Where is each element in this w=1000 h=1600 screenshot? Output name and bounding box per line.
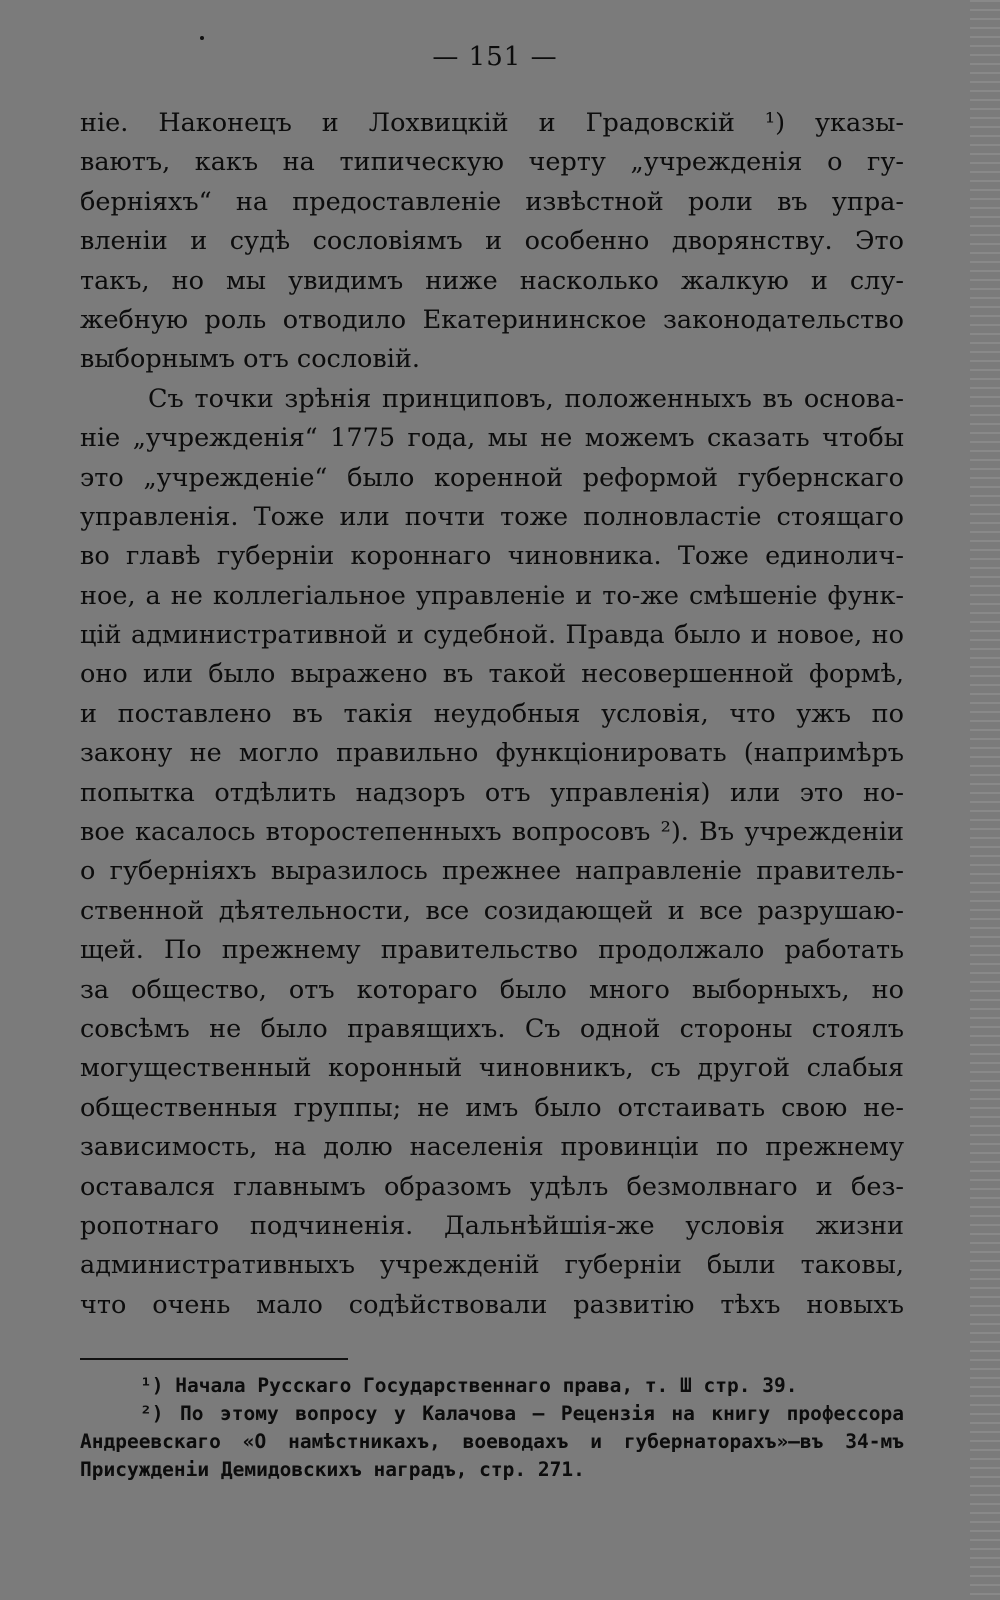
- text-line: цій административной и судебной. Правда было и новое, но: [80, 620, 904, 651]
- text-line: управленія. Тоже или почти тоже полновластіе стоящаго: [80, 501, 904, 532]
- text-line: за общество, отъ котораго было много выборныхъ, но: [80, 974, 904, 1005]
- text-line: зависимость, на долю населенія провинціи по прежнему: [80, 1132, 904, 1163]
- text-line: ственной дѣятельности, все созидающей и все разрушаю-: [80, 895, 904, 926]
- footnotes: [80, 1372, 904, 1484]
- text-line: ніе „учрежденія“ 1775 года, мы не можемъ сказать чтобы: [80, 423, 904, 454]
- text-line: и поставлено въ такія неудобныя условія, что ужъ по: [80, 698, 904, 729]
- text-line: закону не могло правильно функціонировать (напримѣръ: [80, 738, 904, 769]
- text-line: выборнымъ отъ сословій.: [80, 344, 421, 375]
- text-line: ропотнаго подчиненія. Дальнѣйшія-же условія жизни: [80, 1210, 904, 1241]
- footnote-2-continued: Присужденіи Демидовскихъ наградъ, стр. 271.: [80, 1458, 585, 1481]
- text-line: это „учрежденіе“ было коренной реформой губернскаго: [80, 462, 904, 493]
- ink-speck: [200, 36, 204, 40]
- text-line: жебную роль отводило Екатерининское законодательство: [80, 304, 904, 335]
- text-line: попытка отдѣлить надзоръ отъ управленія) или это но-: [80, 777, 904, 808]
- text-line: щей. По прежнему правительство продолжало работать: [80, 935, 904, 966]
- text-line: оставался главнымъ образомъ удѣлъ безмолвнаго и без-: [80, 1171, 904, 1202]
- paragraph-start-line: Съ точки зрѣнія принциповъ, положенныхъ въ основа-: [148, 383, 904, 414]
- text-line: ваютъ, какъ на типическую черту „учрежденія о гу-: [80, 147, 904, 178]
- footnote-divider: [80, 1358, 348, 1360]
- text-line: что очень мало содѣйствовали развитію тѣхъ новыхъ: [80, 1289, 904, 1320]
- text-line: общественныя группы; не имъ было отстаивать свою не-: [80, 1092, 904, 1123]
- text-line: оно или было выражено въ такой несовершенной формѣ,: [80, 659, 904, 690]
- footnote-1: ¹) Начала Русскаго Государственнаго права, т. Ш стр. 39.: [140, 1374, 798, 1397]
- footnote-2-continued: Андреевскаго «О намѣстникахъ, воеводахъ и губернаторахъ»—въ 34-мъ: [80, 1430, 904, 1453]
- text-line: во главѣ губерніи короннаго чиновника. Тоже единолич-: [80, 541, 904, 572]
- text-line: ніе. Наконецъ и Лохвицкій и Градовскій ¹) указы-: [80, 108, 904, 138]
- footnote-2: ²) По этому вопросу у Калачова — Рецензія на книгу профессора: [140, 1402, 904, 1425]
- text-line: вое касалось второстепенныхъ вопросовъ ²). Въ учрежденіи: [80, 817, 904, 848]
- text-line: административныхъ учрежденій губерніи были таковы,: [80, 1250, 904, 1281]
- text-line: могущественный коронный чиновникъ, съ другой слабыя: [80, 1053, 904, 1084]
- text-line: берніяхъ“ на предоставленіе извѣстной роли въ упра-: [80, 186, 904, 217]
- text-line: ное, а не коллегіальное управленіе и то-же смѣшеніе функ-: [80, 580, 904, 611]
- text-line: вленіи и судѣ сословіямъ и особенно дворянству. Это: [80, 226, 904, 257]
- page-number: — 151 —: [432, 42, 558, 72]
- text-line: о губерніяхъ выразилось прежнее направленіе правитель-: [80, 856, 904, 887]
- scan-edge-noise: [970, 0, 1000, 1600]
- main-text: [80, 104, 904, 1325]
- text-line: совсѣмъ не было правящихъ. Съ одной стороны стоялъ: [80, 1013, 904, 1044]
- text-line: такъ, но мы увидимъ ниже насколько жалкую и слу-: [80, 265, 904, 296]
